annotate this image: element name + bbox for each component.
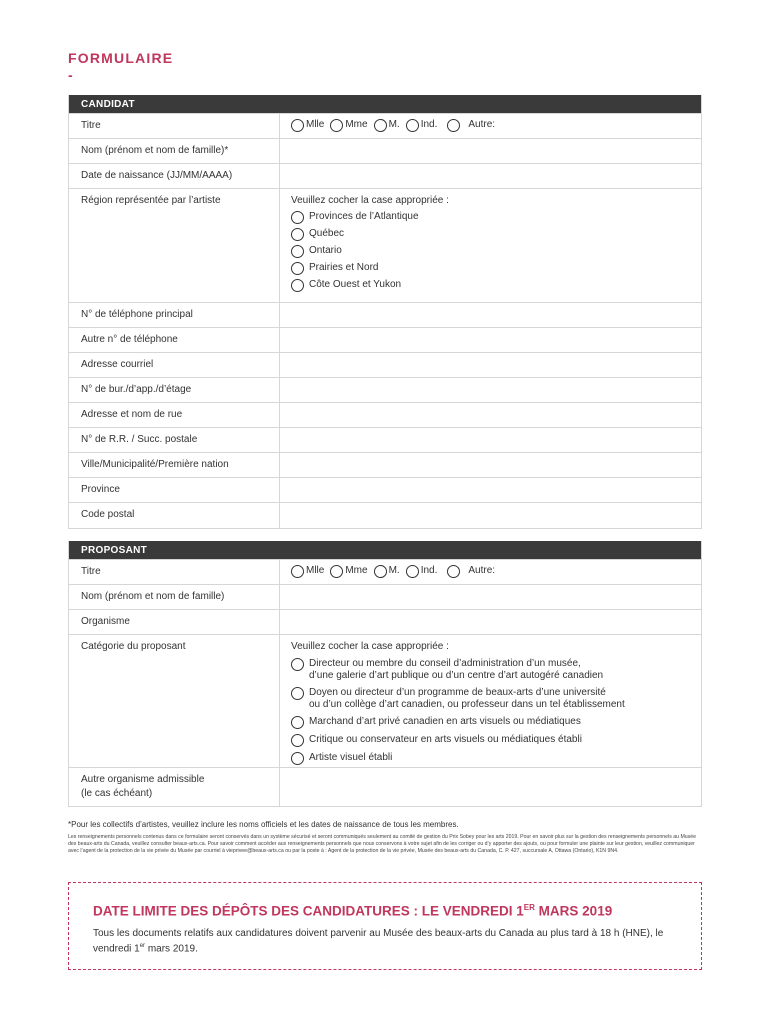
radio-icon	[406, 565, 419, 578]
candidat-field-row[interactable]	[69, 452, 701, 477]
proposant-title-m[interactable]: M.	[374, 564, 400, 578]
field-label: Adresse courriel	[81, 359, 154, 370]
proposant-categorie-label: Catégorie du proposant	[81, 641, 186, 652]
radio-icon	[291, 752, 304, 765]
field-label: Adresse et nom de rue	[81, 409, 183, 420]
categorie-option[interactable]: Directeur ou membre du conseil d’administration d’un musée, d’une galerie d’art publique ou d’un centre d’art autogéré canadien	[291, 658, 695, 682]
radio-icon	[291, 245, 304, 258]
footnote: *Pour les collectifs d’artistes, veuillez inclure les noms officiels et les dates de naissance de tous les membres.	[68, 820, 459, 829]
radio-icon	[291, 565, 304, 578]
candidat-title-m[interactable]: M.	[374, 118, 400, 132]
proposant-organisme-label: Organisme	[81, 616, 130, 627]
candidat-title-mme[interactable]: Mme	[330, 118, 367, 132]
candidat-titre-options	[291, 118, 695, 132]
proposant-categorie-options	[291, 640, 695, 765]
privacy-fine-print: Les renseignements personnels contenus dans ce formulaire seront conservés dans un système sécurisé et seront communiqués seulement au comité de gestion du Prix Sobey pour les arts 2019. Pour en savoir plus sur la gestion des renseignements personnels au Musée des beaux-arts du Canada, veuillez consulter beaux-arts.ca. Pour savoir comment accéder aux renseignements personnels que nous conservons à votre sujet afin de les corriger ou d’y apporter des ajouts, ou pour formuler une plainte sur leur gestion, veuillez communiquer avec l’agent de la protection de la vie privée du Musée par courriel à vieprivee@beaux-arts.ca ou par la poste à : Agent de la protection de la vie privée, Musée des beaux-arts du Canada, C. P. 427, succursale A, Ottawa (Ontario), K1N 9N4.	[68, 834, 697, 855]
radio-icon	[291, 279, 304, 292]
field-label: N° de bur./d’app./d’étage	[81, 384, 192, 395]
radio-icon	[291, 262, 304, 275]
candidat-region-row	[69, 188, 701, 302]
categorie-instruction: Veuillez cocher la case appropriée :	[291, 641, 449, 652]
candidat-region-label: Région représentée par l’artiste	[81, 195, 221, 206]
deadline-box	[68, 882, 702, 970]
candidat-title-ind[interactable]: Ind.	[406, 118, 438, 132]
candidat-field-row[interactable]	[69, 352, 701, 377]
radio-icon	[291, 119, 304, 132]
form-title-text: FORMULAIRE	[68, 50, 174, 66]
proposant-title-autre[interactable]: Autre:	[447, 564, 495, 578]
radio-icon	[291, 211, 304, 224]
region-prairies[interactable]: Prairies et Nord	[291, 262, 695, 275]
candidat-field-row[interactable]	[69, 477, 701, 502]
field-label: Ville/Municipalité/Première nation	[81, 459, 229, 470]
categorie-option[interactable]: Artiste visuel établi	[291, 752, 695, 765]
deadline-title: DATE LIMITE DES DÉPÔTS DES CANDIDATURES : LE VENDREDI 1ER MARS 2019	[93, 903, 613, 919]
radio-icon	[291, 734, 304, 747]
radio-icon	[406, 119, 419, 132]
radio-icon	[374, 119, 387, 132]
form-title	[68, 50, 173, 84]
candidat-region-options	[291, 194, 695, 292]
proposant-categorie-row	[69, 634, 701, 767]
field-label: N° de téléphone principal	[81, 309, 193, 320]
radio-icon	[291, 228, 304, 241]
field-label: Code postal	[81, 509, 135, 520]
candidat-field-row[interactable]	[69, 327, 701, 352]
radio-icon	[291, 687, 304, 700]
candidat-field-row[interactable]	[69, 402, 701, 427]
proposant-nom-label: Nom (prénom et nom de famille)	[81, 591, 225, 602]
proposant-titre-label: Titre	[81, 566, 101, 577]
field-label: Autre n° de téléphone	[81, 334, 178, 345]
candidat-field-row[interactable]	[69, 302, 701, 327]
candidat-field-row[interactable]	[69, 502, 701, 528]
form-title-dash: -	[68, 67, 74, 83]
candidat-titre-label: Titre	[81, 120, 101, 131]
field-label: N° de R.R. / Succ. postale	[81, 434, 198, 445]
radio-icon	[291, 658, 304, 671]
proposant-header: PROPOSANT	[69, 541, 701, 559]
candidat-field-row[interactable]	[69, 377, 701, 402]
candidat-date-row[interactable]	[69, 163, 701, 188]
candidat-section	[68, 95, 702, 529]
radio-icon	[447, 119, 460, 132]
region-quebec[interactable]: Québec	[291, 228, 695, 241]
radio-icon	[330, 119, 343, 132]
deadline-text: Tous les documents relatifs aux candidatures doivent parvenir au Musée des beaux-arts du Canada au plus tard à 18 h (HNE), le vendredi 1er mars 2019.	[93, 928, 664, 955]
candidat-date-label: Date de naissance (JJ/MM/AAAA)	[81, 170, 233, 181]
radio-icon	[447, 565, 460, 578]
categorie-option[interactable]: Doyen ou directeur d’un programme de beaux-arts d’une université ou d’un collège d’art canadien, ou professeur dans un tel établissement	[291, 687, 695, 711]
region-ontario[interactable]: Ontario	[291, 245, 695, 258]
radio-icon	[374, 565, 387, 578]
categorie-option[interactable]: Marchand d’art privé canadien en arts visuels ou médiatiques	[291, 716, 695, 729]
candidat-header: CANDIDAT	[69, 95, 701, 113]
field-label: Province	[81, 484, 120, 495]
radio-icon	[330, 565, 343, 578]
proposant-title-mme[interactable]: Mme	[330, 564, 367, 578]
candidat-title-mlle[interactable]: Mlle	[291, 118, 324, 132]
candidat-field-row[interactable]	[69, 427, 701, 452]
proposant-title-ind[interactable]: Ind.	[406, 564, 438, 578]
region-atlantique[interactable]: Provinces de l’Atlantique	[291, 211, 695, 224]
region-instruction: Veuillez cocher la case appropriée :	[291, 195, 449, 206]
candidat-titre-row	[69, 113, 701, 138]
candidat-nom-row[interactable]	[69, 138, 701, 163]
proposant-nom-row[interactable]	[69, 584, 701, 609]
proposant-titre-row	[69, 559, 701, 584]
proposant-autre-row[interactable]	[69, 767, 701, 806]
proposant-title-mlle[interactable]: Mlle	[291, 564, 324, 578]
candidat-nom-label: Nom (prénom et nom de famille)*	[81, 145, 229, 156]
proposant-organisme-row[interactable]	[69, 609, 701, 634]
proposant-titre-options	[291, 564, 695, 578]
candidat-title-autre[interactable]: Autre:	[447, 118, 495, 132]
categorie-option[interactable]: Critique ou conservateur en arts visuels ou médiatiques établi	[291, 734, 695, 747]
proposant-section	[68, 541, 702, 807]
proposant-autre-label: Autre organisme admissible (le cas échéant)	[81, 774, 205, 799]
region-cote-ouest[interactable]: Côte Ouest et Yukon	[291, 279, 695, 292]
radio-icon	[291, 716, 304, 729]
